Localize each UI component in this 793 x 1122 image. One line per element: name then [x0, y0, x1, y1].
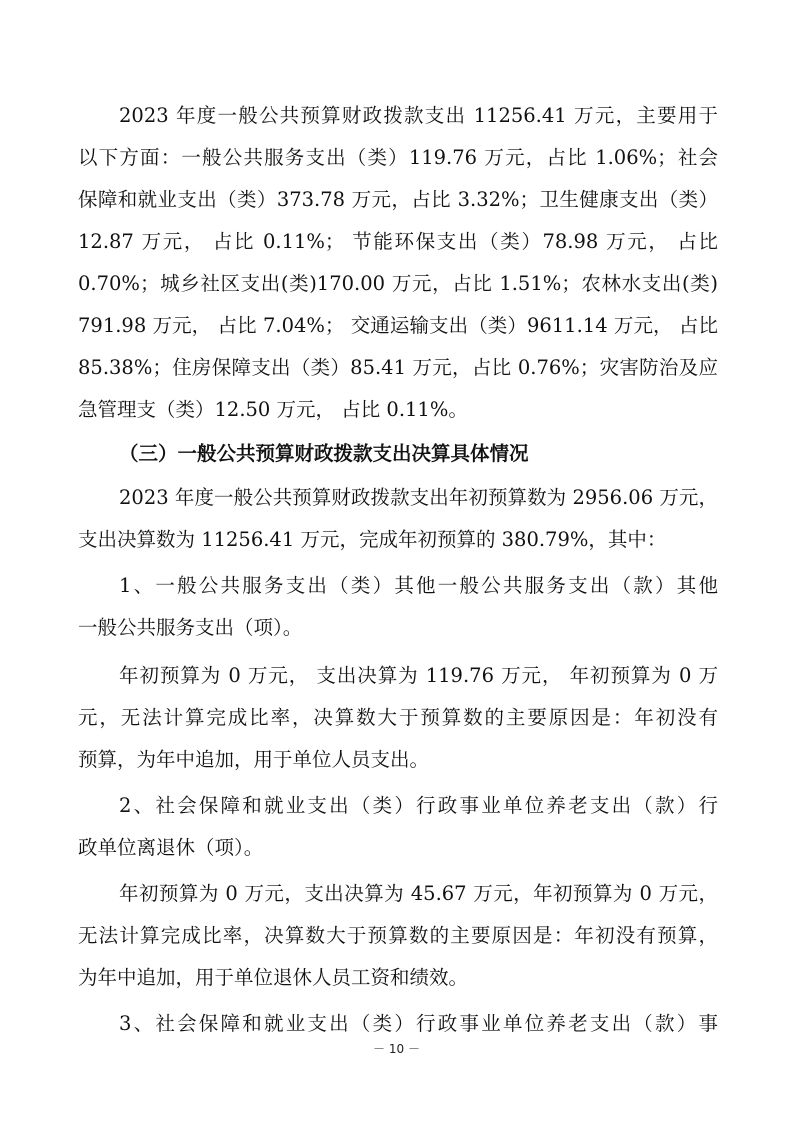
- paragraph-line: 年初预算为 0 万元，支出决算为 45.67 万元，年初预算为 0 万元，: [119, 882, 718, 905]
- section-heading: （三）一般公共预算财政拨款支出决算具体情况: [119, 442, 529, 465]
- paragraph-line: 政单位离退休（项）。: [78, 836, 264, 859]
- paragraph-line: 12.87 万元， 占比 0.11%； 节能环保支出（类）78.98 万元， 占比: [78, 230, 718, 253]
- paragraph-line: 年初预算为 0 万元， 支出决算为 119.76 万元， 年初预算为 0 万: [119, 664, 718, 687]
- paragraph-line: 预算，为年中追加，用于单位人员支出。: [78, 748, 430, 771]
- paragraph-line: 791.98 万元， 占比 7.04%； 交通运输支出（类）9611.14 万元， 占比: [78, 314, 718, 337]
- paragraph-line: 85.38%；住房保障支出（类）85.41 万元，占比 0.76%；灾害防治及应: [78, 356, 718, 379]
- paragraph-line: 以下方面：一般公共服务支出（类）119.76 万元，占比 1.06%；社会: [78, 146, 718, 169]
- paragraph-line: 无法计算完成比率，决算数大于预算数的主要原因是：年初没有预算，: [78, 924, 718, 947]
- paragraph-line: 2023 年度一般公共预算财政拨款支出 11256.41 万元，主要用于: [119, 104, 718, 127]
- paragraph-line: 2023 年度一般公共预算财政拨款支出年初预算数为 2956.06 万元，: [119, 486, 718, 509]
- paragraph-line: 3、社会保障和就业支出（类）行政事业单位养老支出（款）事: [119, 1012, 718, 1035]
- page-number: － 10 －: [373, 1042, 420, 1056]
- paragraph-line: 为年中追加，用于单位退休人员工资和绩效。: [78, 966, 469, 989]
- paragraph-line: 保障和就业支出（类）373.78 万元，占比 3.32%；卫生健康支出（类）: [78, 188, 718, 211]
- paragraph-line: 0.70%；城乡社区支出(类)170.00 万元，占比 1.51%；农林水支出(类): [78, 272, 718, 295]
- paragraph-line: 2、社会保障和就业支出（类）行政事业单位养老支出（款）行: [119, 794, 718, 817]
- paragraph-line: 急管理支（类）12.50 万元， 占比 0.11%。: [78, 398, 468, 421]
- paragraph-line: 支出决算数为 11256.41 万元，完成年初预算的 380.79%，其中：: [78, 528, 667, 551]
- paragraph-line: 一般公共服务支出（项）。: [78, 616, 303, 639]
- paragraph-line: 1、一般公共服务支出（类）其他一般公共服务支出（款）其他: [119, 574, 718, 597]
- paragraph-line: 元，无法计算完成比率，决算数大于预算数的主要原因是：年初没有: [78, 706, 718, 729]
